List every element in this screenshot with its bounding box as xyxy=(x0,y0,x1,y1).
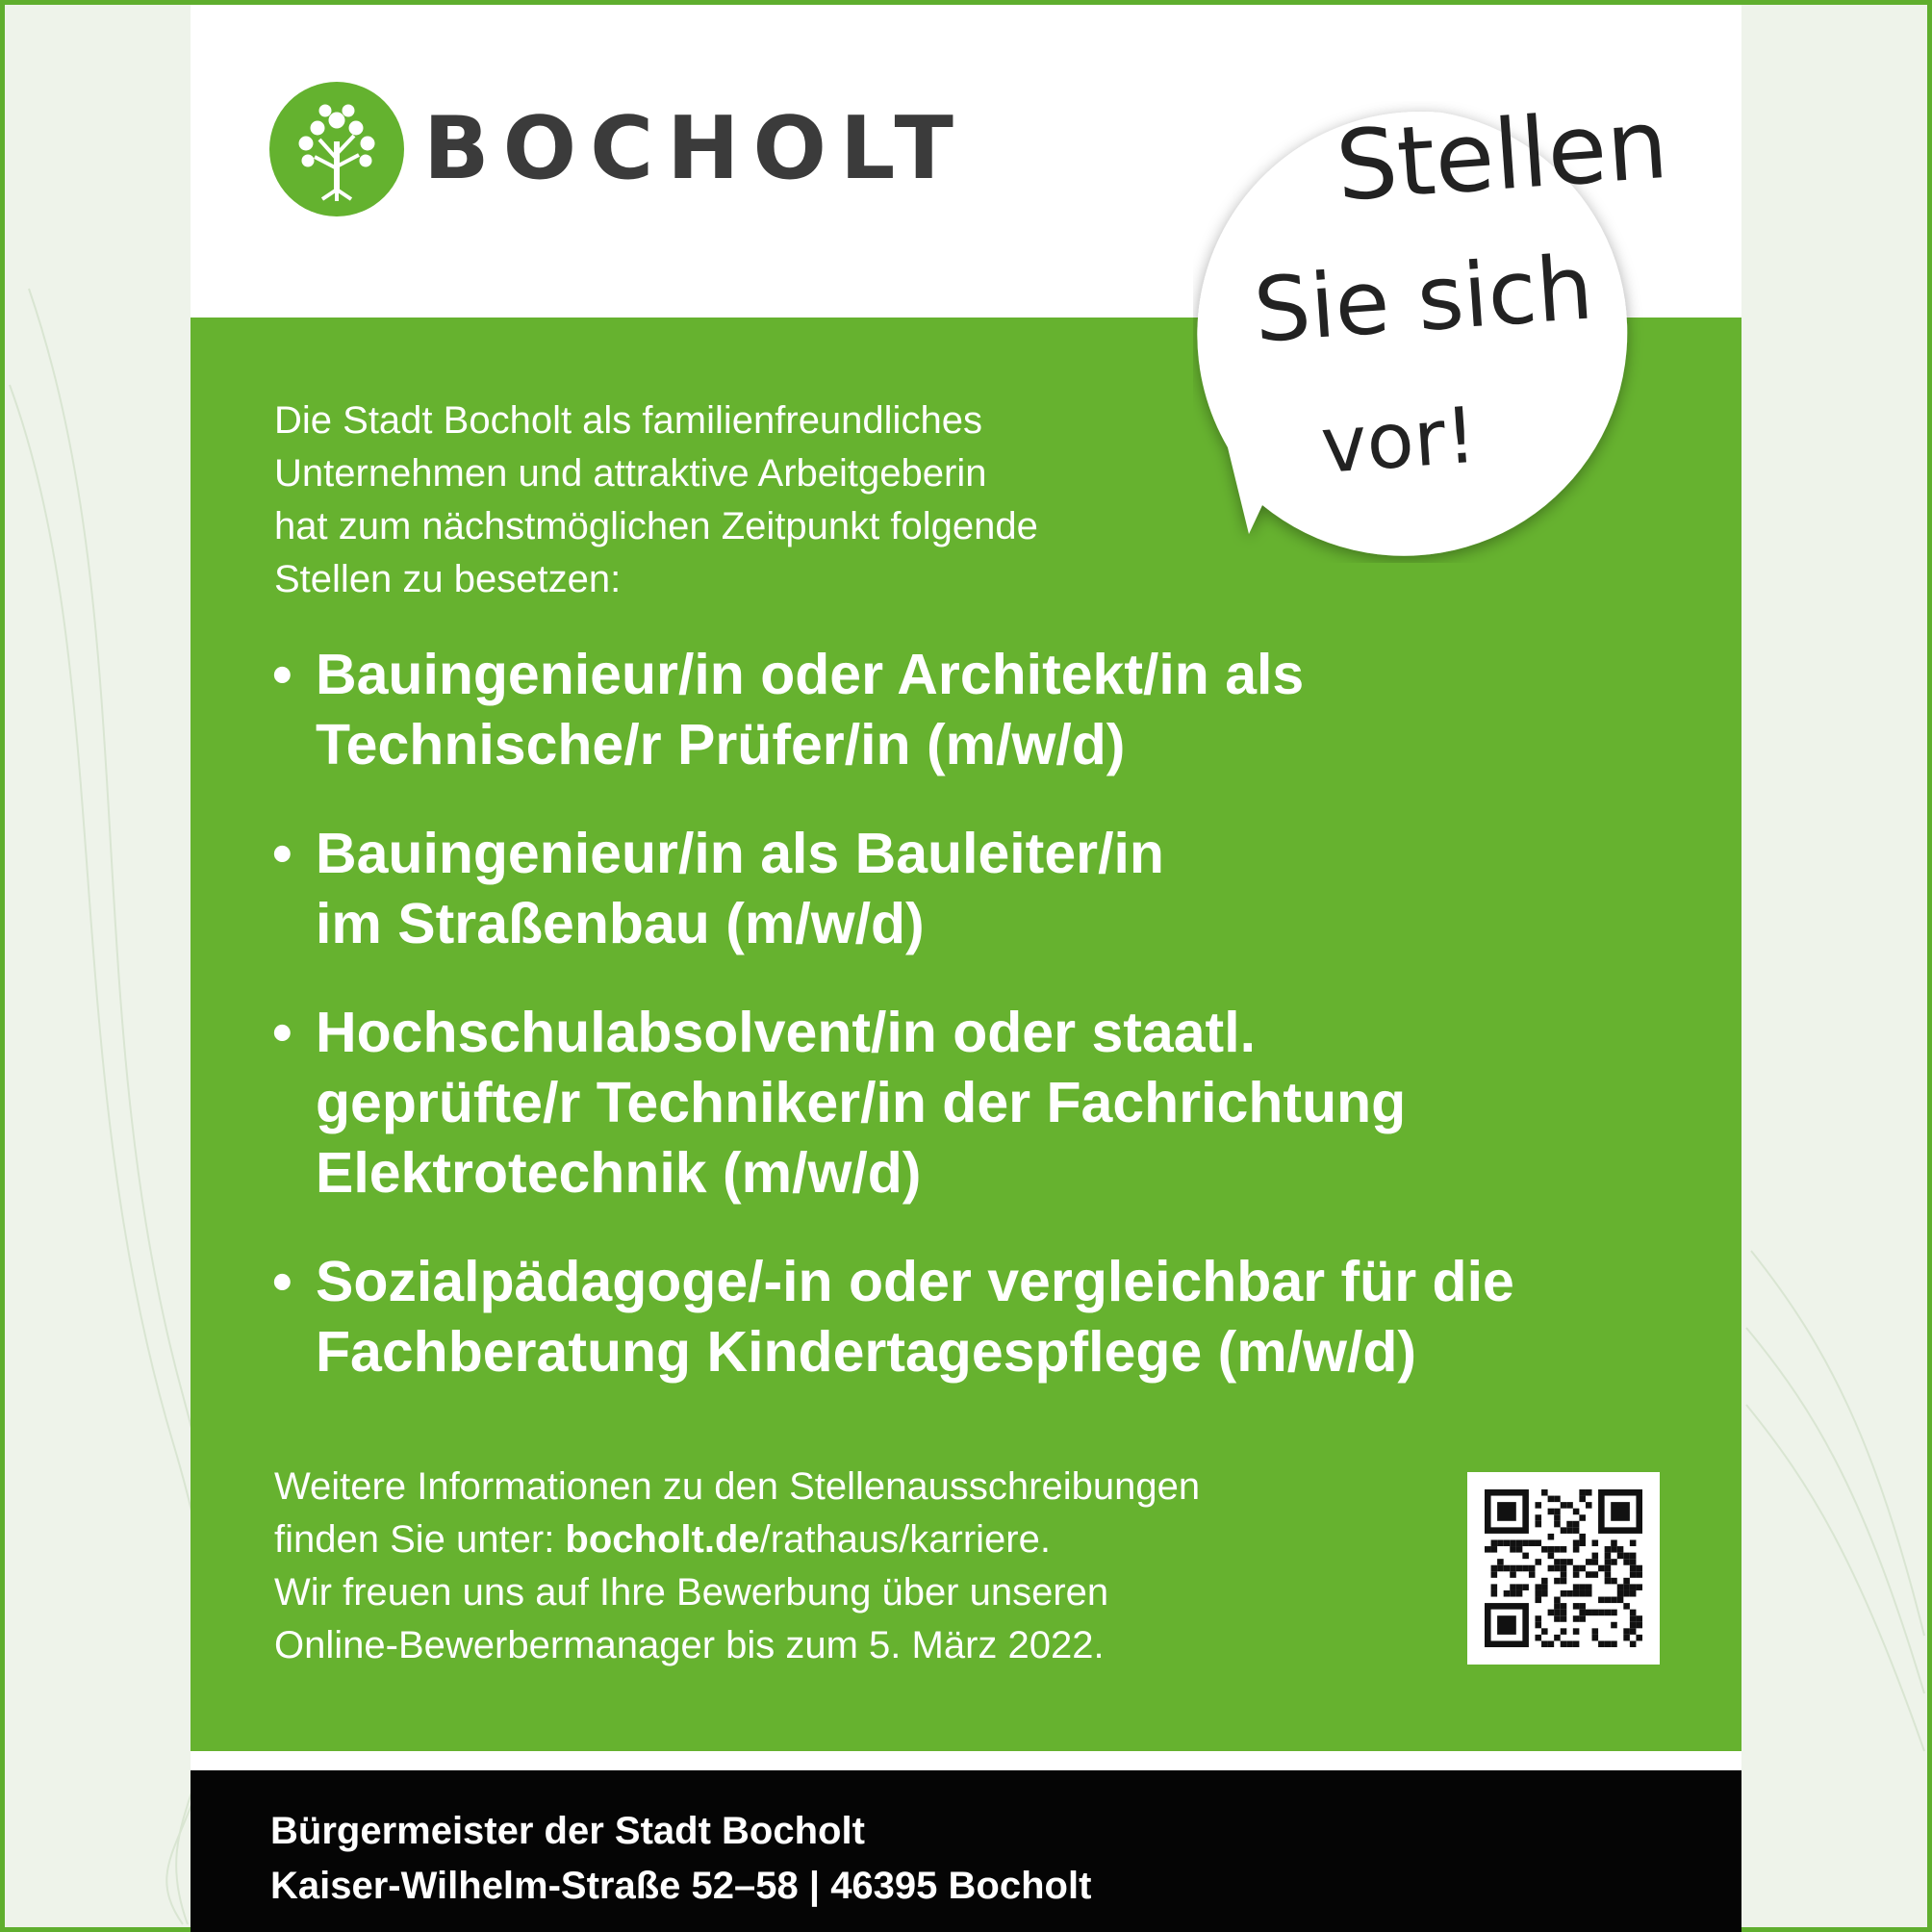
bullet: • xyxy=(272,822,292,885)
intro-line: hat zum nächstmöglichen Zeitpunkt folgende xyxy=(274,505,1038,547)
bubble-line-2: Sie sich xyxy=(1251,236,1596,363)
info-line: Online-Bewerbermanager bis zum 5. März 2022. xyxy=(274,1624,1105,1666)
job-title-line: Elektrotechnik (m/w/d) xyxy=(316,1141,922,1205)
info-line xyxy=(274,1513,1200,1566)
speech-bubble xyxy=(1193,87,1674,568)
website-link[interactable]: bocholt.de xyxy=(565,1518,760,1561)
job-title-line: Fachberatung Kindertagespflege (m/w/d) xyxy=(316,1320,1417,1384)
info-line: Wir freuen uns auf Ihre Bewerbung über unseren xyxy=(274,1571,1109,1614)
info-text xyxy=(274,1461,1200,1672)
qr-code-icon[interactable] xyxy=(1467,1472,1660,1665)
job-item xyxy=(272,998,1696,1208)
bubble-line-1: Stellen xyxy=(1333,87,1672,223)
job-title-line: geprüfte/r Techniker/in der Fachrichtung xyxy=(316,1071,1407,1134)
job-title-line: Bauingenieur/in als Bauleiter/in xyxy=(316,822,1164,885)
intro-line: Stellen zu besetzen: xyxy=(274,558,622,600)
job-title-line: Sozialpädagoge/-in oder vergleichbar für die xyxy=(316,1250,1514,1313)
intro-line: Die Stadt Bocholt als familienfreundliches xyxy=(274,399,982,442)
info-line: Weitere Informationen zu den Stellenausschreibungen xyxy=(274,1465,1201,1508)
job-title-line: Technische/r Prüfer/in (m/w/d) xyxy=(316,713,1126,776)
footer-line-1: Bürgermeister der Stadt Bocholt xyxy=(270,1810,865,1852)
footer xyxy=(191,1770,1741,1932)
job-item xyxy=(272,640,1696,780)
job-item xyxy=(272,819,1696,959)
job-item xyxy=(272,1247,1696,1387)
job-title-line: Hochschulabsolvent/in oder staatl. xyxy=(316,1001,1256,1064)
job-title-line: im Straßenbau (m/w/d) xyxy=(316,892,925,955)
job-list xyxy=(272,640,1696,1426)
info-prefix: finden Sie unter: xyxy=(274,1518,566,1561)
footer-line-2: Kaiser-Wilhelm-Straße 52–58 | 46395 Bocholt xyxy=(270,1865,1092,1907)
bullet: • xyxy=(272,643,292,706)
bullet: • xyxy=(272,1250,292,1313)
intro-text xyxy=(274,394,1188,606)
job-title-line: Bauingenieur/in oder Architekt/in als xyxy=(316,643,1305,706)
tree-icon xyxy=(269,82,404,216)
brand-wordmark: BOCHOLT xyxy=(423,98,967,199)
intro-line: Unternehmen und attraktive Arbeitgeberin xyxy=(274,452,987,495)
website-path[interactable]: /rathaus/karriere. xyxy=(759,1518,1051,1561)
bullet: • xyxy=(272,1001,292,1064)
bubble-line-3: vor! xyxy=(1318,390,1480,491)
